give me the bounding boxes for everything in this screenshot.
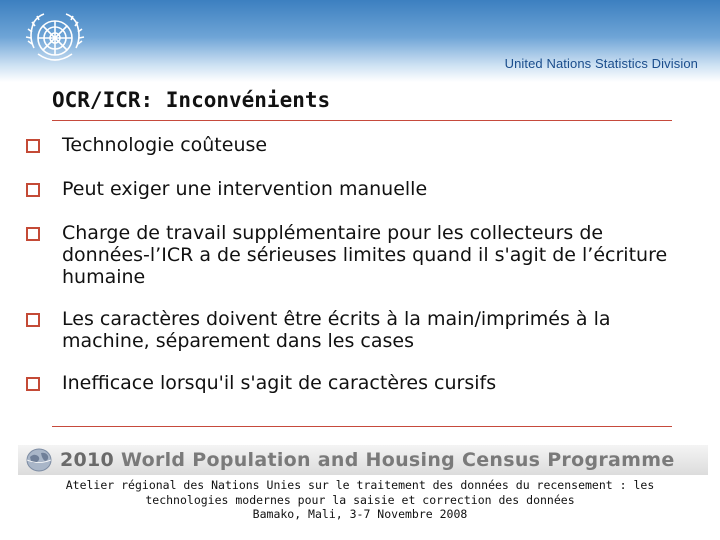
- title-divider: [52, 120, 672, 121]
- bullet-text: Les caractères doivent être écrits à la main/imprimés à la machine, séparement dans les cases: [62, 308, 611, 352]
- bullet-text: Peut exiger une intervention manuelle: [62, 178, 428, 200]
- checkbox-bullet-icon: [26, 377, 40, 391]
- programme-title: [60, 447, 675, 473]
- programme-year: 2010: [60, 449, 115, 471]
- checkbox-bullet-icon: [26, 227, 40, 241]
- checkbox-bullet-icon: [26, 139, 40, 153]
- caption-line: Atelier régional des Nations Unies sur le traitement des données du recensement : les: [65, 478, 655, 492]
- caption-line: Bamako, Mali, 3-7 Novembre 2008: [252, 507, 468, 521]
- bullet-text: Charge de travail supplémentaire pour les collecteurs de données-l’ICR a de sérieuses limites quand il s'agit de l’écriture humaine: [62, 222, 668, 288]
- slide-title: OCR/ICR: Inconvénients: [52, 88, 331, 112]
- bullet-text: Technologie coûteuse: [62, 134, 268, 156]
- footer-divider: [52, 426, 672, 427]
- census-programme-banner: [18, 445, 708, 475]
- checkbox-bullet-icon: [26, 313, 40, 327]
- division-name: United Nations Statistics Division: [504, 56, 698, 71]
- bullet-text: Inefficace lorsqu'il s'agit de caractères cursifs: [62, 372, 497, 394]
- caption-line: technologies modernes pour la saisie et correction des données: [145, 492, 575, 507]
- workshop-caption: [30, 478, 690, 522]
- checkbox-bullet-icon: [26, 183, 40, 197]
- programme-name: World Population and Housing Census Programme: [121, 449, 675, 471]
- un-emblem-icon: [20, 8, 90, 72]
- globe-icon: [24, 447, 54, 473]
